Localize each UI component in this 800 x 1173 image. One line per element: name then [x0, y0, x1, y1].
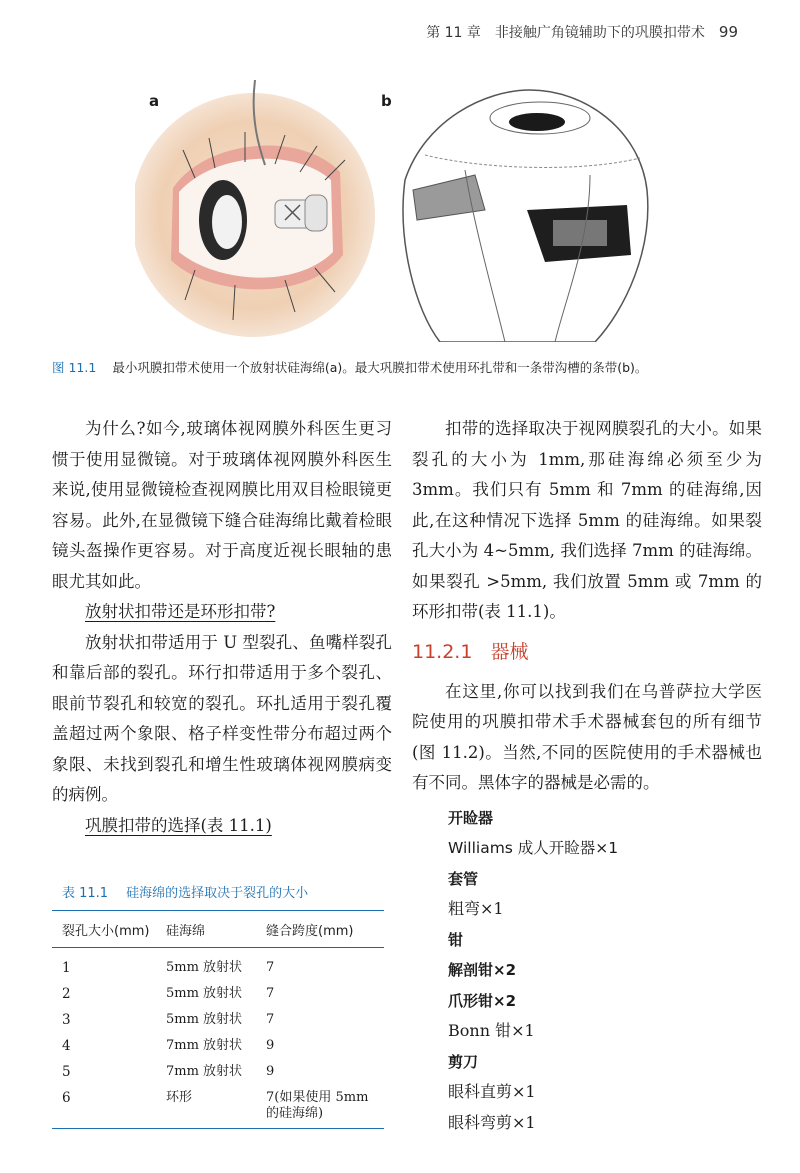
table-cell: 9: [266, 1038, 275, 1053]
table-row: [52, 1058, 384, 1084]
table-cell: 5: [62, 1064, 71, 1080]
table-11-1: [52, 910, 384, 1129]
paragraph-instruments-intro: 在这里,你可以找到我们在乌普萨拉大学医院使用的巩膜扣带术手术器械套包的所有细节(图 11.2)。当然,不同的医院使用的手术器械也有不同。黑体字的器械是必需的。: [412, 681, 762, 792]
list-item: 剪刀: [448, 1052, 479, 1071]
list-item: 眼科直剪×1: [448, 1082, 536, 1101]
table-cell: 环形: [166, 1090, 193, 1105]
table-caption: [62, 882, 308, 901]
left-column: [52, 414, 392, 841]
table-row: [52, 980, 384, 1006]
paragraph-why-microscope: 为什么?如今,玻璃体视网膜外科医生更习惯于使用显微镜。对于玻璃体视网膜外科医生来说,使用显微镜检查视网膜比用双目检眼镜更容易。此外,在显微镜下缝合硅海绵比戴着检眼镜头盔操作更容易。对于高度近视长眼轴的患眼尤其如此。: [52, 419, 392, 591]
table-cell: 7mm 放射状: [166, 1038, 243, 1053]
figure-caption-label: 图 11.1: [52, 360, 97, 375]
figure-caption-text: 最小巩膜扣带术使用一个放射状硅海绵(a)。最大巩膜扣带术使用环扎带和一条带沟槽的条带(b)。: [112, 360, 648, 375]
table-cell: 7: [266, 1012, 275, 1027]
list-item: Bonn 钳×1: [448, 1021, 535, 1040]
panel-b-label: b: [381, 92, 392, 110]
table-header-cell: 缝合跨度(mm): [266, 923, 354, 939]
table-cell: 6: [62, 1090, 71, 1106]
table-cell: 7(如果使用 5mm 的硅海绵): [266, 1090, 369, 1121]
table-row: [52, 1084, 384, 1128]
table-cell: 5mm 放射状: [166, 986, 243, 1001]
list-item: Williams 成人开睑器×1: [448, 839, 619, 857]
list-item: 粗弯×1: [448, 899, 504, 918]
table-header-row: [52, 911, 384, 948]
table-row: [52, 954, 384, 980]
paragraph-buckle-indications: 放射状扣带适用于 U 型裂孔、鱼嘴样裂孔和靠后部的裂孔。环行扣带适用于多个裂孔、眼前节裂孔和较宽的裂孔。环扎适用于裂孔覆盖超过两个象限、格子样变性带分布超过两个象限、未找到裂孔和增生性玻璃体视网膜病变的病例。: [52, 632, 392, 804]
figure-11-1: [135, 80, 665, 342]
table-header-cell: 硅海绵: [166, 923, 206, 939]
chapter-number: 第 11 章: [426, 25, 481, 41]
table-cell: 2: [62, 986, 71, 1002]
table-cell: 5mm 放射状: [166, 960, 243, 975]
running-header: [426, 22, 738, 42]
table-bottom-rule: [52, 1128, 384, 1129]
list-item: 套管: [448, 869, 479, 888]
table-cell: 7: [266, 960, 275, 975]
panel-a-drawing: [135, 80, 375, 337]
subheading-buckle-selection: 巩膜扣带的选择(表 11.1): [85, 815, 272, 835]
table-cell: 7mm 放射状: [166, 1064, 243, 1079]
panel-b-drawing: [403, 90, 648, 342]
table-header-cell: 裂孔大小(mm): [62, 923, 150, 939]
section-title: 器械: [490, 640, 529, 663]
table-cell: 4: [62, 1038, 71, 1054]
page-number: 99: [718, 23, 738, 41]
list-item: 解剖钳×2: [448, 961, 517, 979]
section-number: 11.2.1: [412, 640, 473, 663]
list-item: 开睑器: [448, 808, 494, 827]
table-cell: 9: [266, 1064, 275, 1079]
subheading-radial-vs-circumferential: 放射状扣带还是环形扣带?: [85, 602, 276, 621]
figure-caption: [52, 358, 762, 376]
instrument-list: [448, 803, 762, 1139]
table-caption-title: 硅海绵的选择取决于裂孔的大小: [126, 886, 309, 901]
table-cell: 7: [266, 986, 275, 1001]
list-item: 眼科弯剪×1: [448, 1112, 536, 1132]
figure-illustration: [135, 80, 665, 342]
section-heading-11-2-1: [412, 637, 762, 667]
panel-a-label: a: [149, 92, 160, 110]
table-cell: 5mm 放射状: [166, 1012, 243, 1027]
table-row: [52, 1006, 384, 1032]
table-cell: 3: [62, 1012, 71, 1028]
list-item: 钳: [448, 930, 464, 949]
right-column: [412, 414, 762, 1138]
chapter-title: 非接触广角镜辅助下的巩膜扣带术: [494, 25, 705, 41]
table-caption-label: 表 11.1: [62, 886, 109, 901]
paragraph-buckle-size-choice: 扣带的选择取决于视网膜裂孔的大小。如果裂孔的大小为 1mm,那硅海绵必须至少为 3mm。我们只有 5mm 和 7mm 的硅海绵,因此,在这种情况下选择 5mm 的硅海绵。如果裂孔大小为 4~5mm, 我们选择 7mm 的硅海绵。如果裂孔 >5mm, 我们放置 5mm 或 7mm 的环形扣带(表 11.1)。: [412, 419, 762, 621]
list-item: 爪形钳×2: [448, 991, 517, 1010]
table-row: [52, 1032, 384, 1058]
table-cell: 1: [62, 960, 71, 976]
